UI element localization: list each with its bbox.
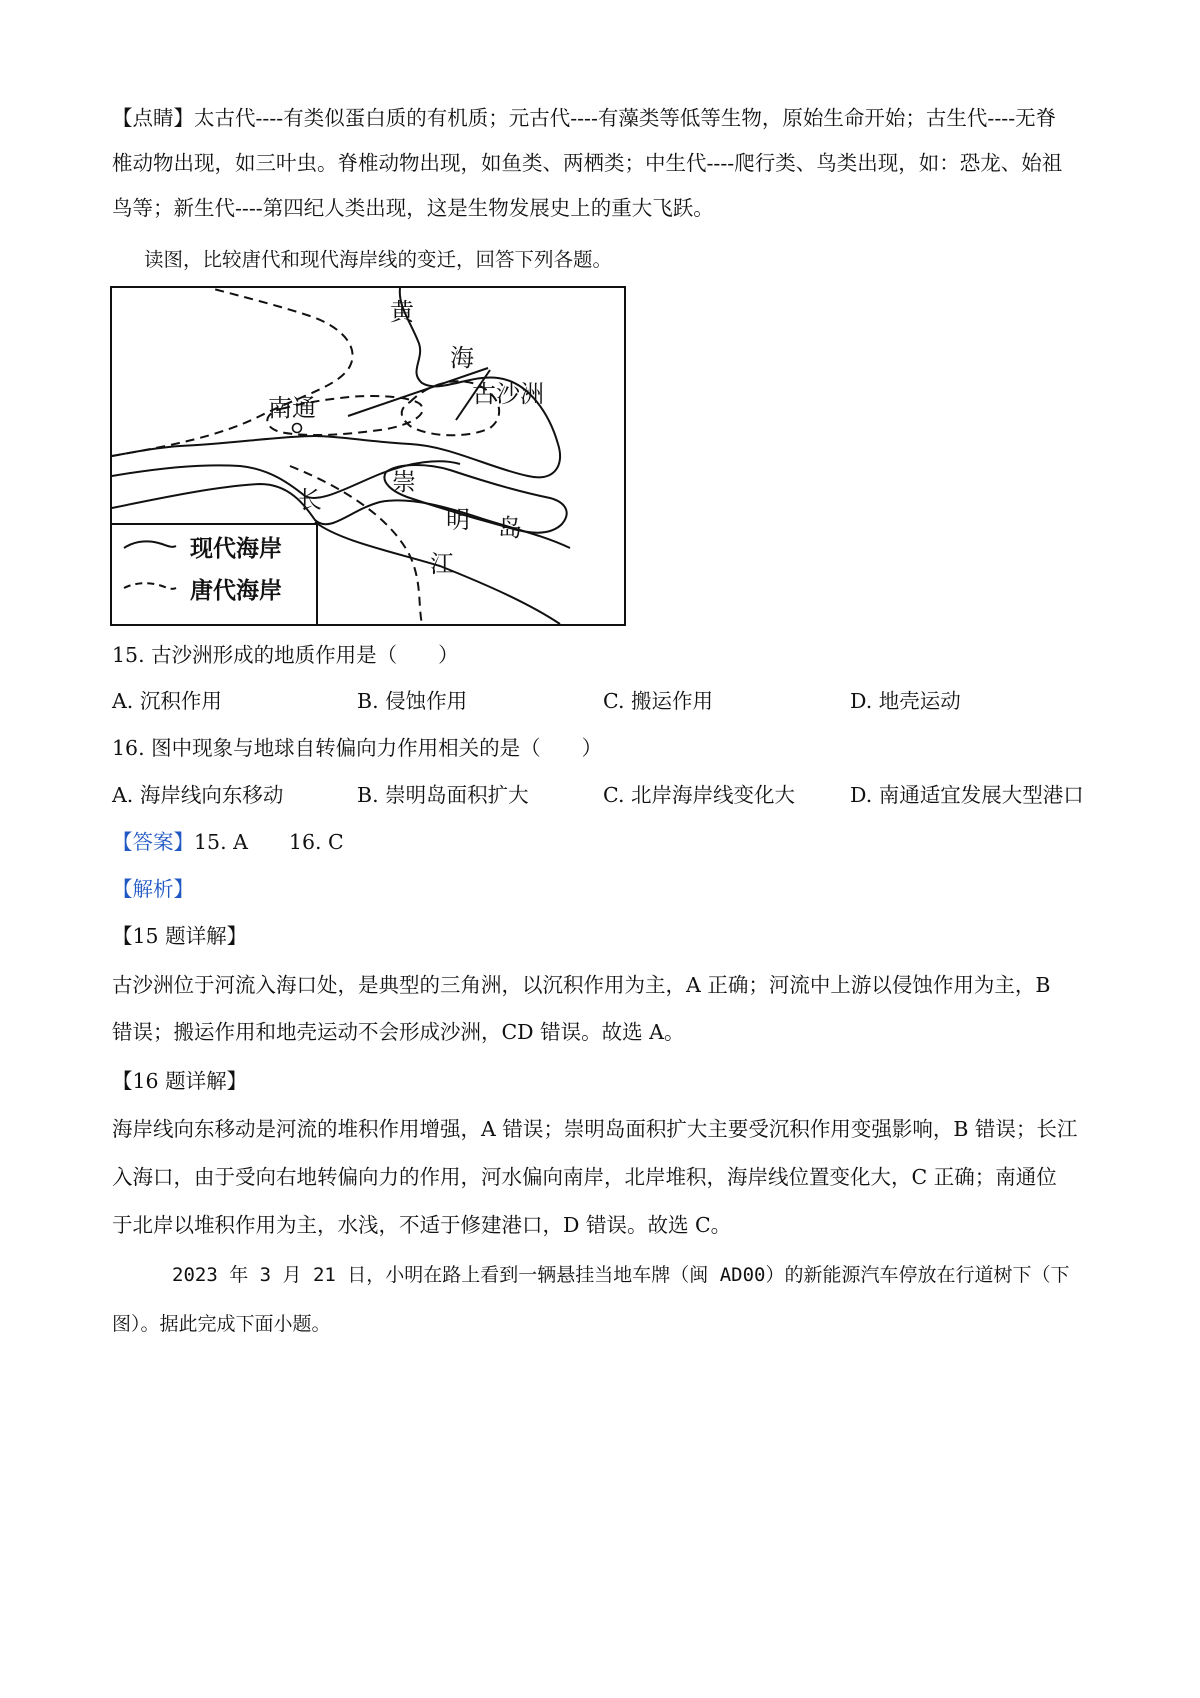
legend-tang-label: 唐代海岸 (190, 577, 282, 604)
q16-option-d: D. 南通适宜发展大型港口 (850, 783, 1084, 807)
detail16-title: 【16 题详解】 (112, 1069, 248, 1093)
coastline-map (110, 286, 626, 626)
q16-option-b: B. 崇明岛面积扩大 (357, 783, 529, 807)
q15-stem: 15. 古沙洲形成的地质作用是（ ） (112, 643, 459, 667)
answer-line (112, 827, 1102, 857)
next-intro-line-2: 图）。据此完成下面小题。 (112, 1313, 331, 1335)
detail16-line-3: 于北岸以堆积作用为主，水浅，不适于修建港口，D 错误。故选 C。 (112, 1213, 732, 1237)
detail15-line-1: 古沙洲位于河流入海口处，是典型的三角洲，以沉积作用为主，A 正确；河流中上游以侵蚀作用为主，B (112, 973, 1051, 997)
q16-stem: 16. 图中现象与地球自转偏向力作用相关的是（ ） (112, 736, 603, 760)
map-label-huang: 黄 (390, 298, 414, 326)
q15-option-b: B. 侵蚀作用 (357, 689, 468, 713)
dianjing-line-1 (112, 103, 1102, 133)
map-label-jiang: 江 (430, 550, 454, 578)
answer-text: 15. A 16. C (194, 830, 344, 854)
q15-option-c: C. 搬运作用 (603, 689, 713, 713)
q16-option-c: C. 北岸海岸线变化大 (603, 783, 795, 807)
detail16-line-1: 海岸线向东移动是河流的堆积作用增强，A 错误；崇明岛面积扩大主要受沉积作用变强影响，B 错误；长江 (112, 1117, 1078, 1141)
dianjing-text-1: 太古代----有类似蛋白质的有机质；元古代----有藻类等低等生物，原始生命开始；古生代----无脊 (194, 106, 1057, 130)
detail16-line-2: 入海口，由于受向右地转偏向力的作用，河水偏向南岸，北岸堆积，海岸线位置变化大，C 正确；南通位 (112, 1165, 1057, 1189)
map-label-chong: 崇 (392, 468, 416, 496)
nantong-city-marker (293, 424, 302, 433)
map-question-intro: 读图，比较唐代和现代海岸线的变迁，回答下列各题。 (144, 248, 613, 271)
detail15-line-2: 错误；搬运作用和地壳运动不会形成沙洲，CD 错误。故选 A。 (112, 1020, 685, 1044)
dianjing-line-3: 鸟等；新生代----第四纪人类出现，这是生物发展史上的重大飞跃。 (112, 196, 714, 220)
q16-option-a: A. 海岸线向东移动 (112, 783, 284, 807)
dianjing-line-2: 椎动物出现，如三叶虫。脊椎动物出现，如鱼类、两栖类；中生代----爬行类、鸟类出现，如：恐龙、始祖 (112, 151, 1063, 175)
map-label-hai: 海 (450, 344, 474, 372)
detail15-title: 【15 题详解】 (112, 924, 248, 948)
map-label-dao: 岛 (498, 514, 522, 542)
next-intro-line-1: 2023 年 3 月 21 日，小明在路上看到一辆悬挂当地车牌（闽 AD00）的新能源汽车停放在行道树下（下 (172, 1264, 1070, 1286)
dianjing-label: 【点睛】 (112, 106, 194, 130)
q15-option-d: D. 地壳运动 (850, 689, 961, 713)
analysis-label: 【解析】 (112, 877, 194, 901)
map-label-ming: 明 (446, 506, 470, 534)
answer-label: 【答案】 (112, 830, 194, 854)
legend-modern-label: 现代海岸 (190, 535, 282, 562)
map-label-nantong: 南通 (268, 394, 316, 422)
map-label-gushazhou: 古沙洲 (472, 380, 544, 408)
q15-option-a: A. 沉积作用 (112, 689, 222, 713)
map-label-chang: 长 (298, 486, 322, 514)
